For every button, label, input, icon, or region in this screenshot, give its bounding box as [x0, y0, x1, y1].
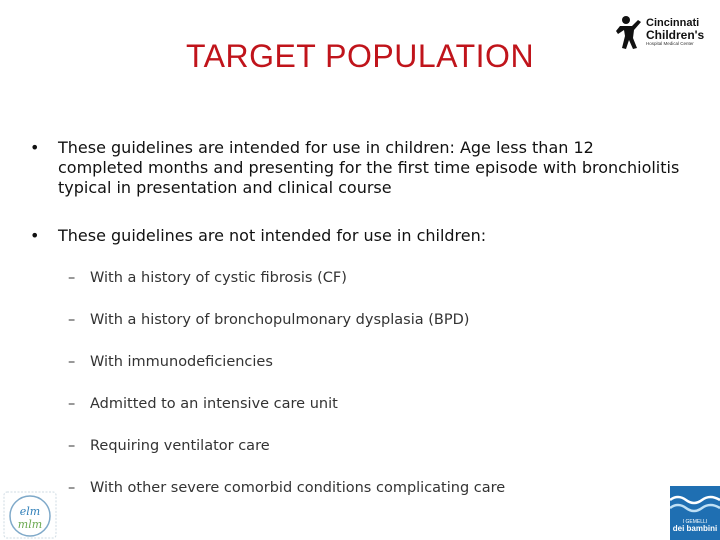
sub-bullet-item	[68, 352, 668, 372]
sub-bullet-text: Admitted to an intensive care unit	[90, 396, 338, 412]
sub-bullet-dash: –	[68, 438, 76, 454]
cincinnati-childrens-logo	[616, 14, 714, 50]
logo-line-3: Hospital Medical Center	[646, 40, 694, 46]
bullet-text: These guidelines are intended for use in children: Age less than 12 completed months and presenting for the first time episode with bronchiolitis typical in presentation and clinical course	[58, 138, 680, 197]
logo-line-2: Children's	[646, 27, 705, 42]
sub-bullet-dash: –	[68, 312, 76, 328]
svg-text:elm: elm	[19, 505, 41, 518]
sub-bullet-item	[68, 436, 668, 456]
sub-bullet-text: Requiring ventilator care	[90, 438, 270, 454]
sub-bullet-text: With immunodeficiencies	[90, 354, 273, 370]
sub-bullet-dash: –	[68, 480, 76, 496]
sub-bullet-list	[68, 268, 668, 520]
bullet-list	[30, 138, 680, 246]
gemelli-line-2: dei bambini	[672, 524, 718, 533]
svg-text:mlm: mlm	[17, 518, 43, 531]
sub-bullet-text: With a history of bronchopulmonary dysplasia (BPD)	[90, 312, 470, 328]
sub-bullet-item	[68, 268, 668, 288]
sub-bullet-item	[68, 310, 668, 330]
sub-bullet-text: With a history of cystic fibrosis (CF)	[90, 270, 347, 286]
sub-bullet-text: With other severe comorbid conditions complicating care	[90, 480, 506, 496]
gemelli-logo	[670, 486, 720, 540]
sub-bullet-dash: –	[68, 270, 76, 286]
bullet-dot: •	[30, 138, 40, 157]
bullet-item	[30, 226, 680, 246]
logo-line-1: Cincinnati	[646, 16, 700, 29]
gemelli-line-1: I GEMELLI	[682, 519, 708, 525]
bullet-dot: •	[30, 226, 40, 245]
bullet-text: These guidelines are not intended for use in children:	[58, 226, 487, 245]
child-figure-icon	[616, 14, 644, 50]
sub-bullet-dash: –	[68, 354, 76, 370]
elm-logo	[2, 490, 58, 540]
sub-bullet-item	[68, 478, 668, 498]
bullet-item	[30, 138, 680, 198]
sub-bullet-item	[68, 394, 668, 414]
slide-title: TARGET POPULATION	[185, 38, 535, 74]
wave-icon	[670, 486, 720, 520]
sub-bullet-dash: –	[68, 396, 76, 412]
